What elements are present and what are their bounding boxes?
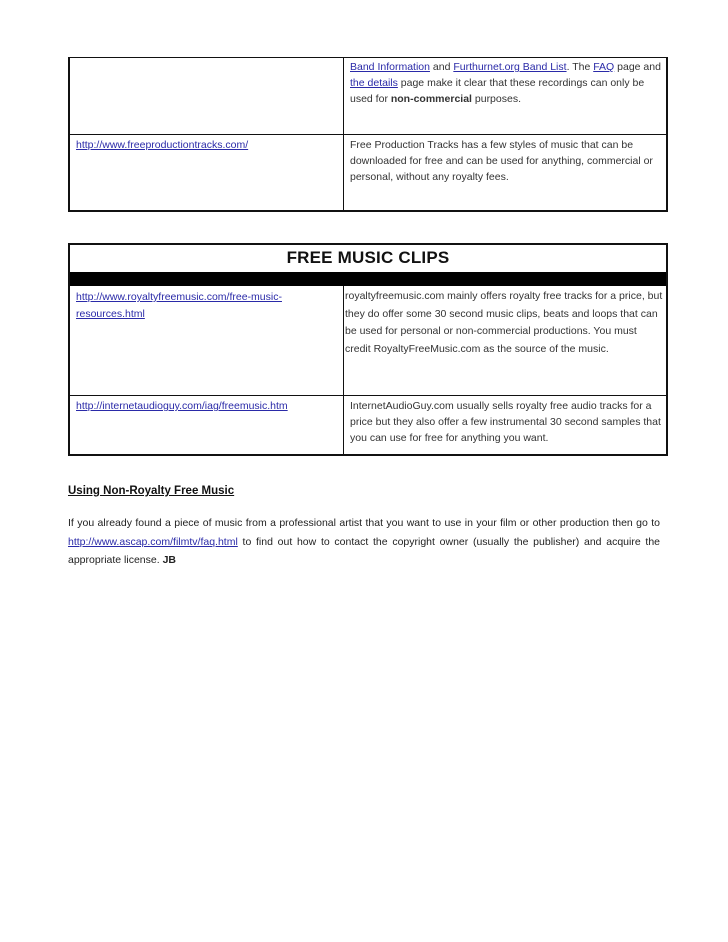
furthurnet-band-list-link[interactable]: Furthurnet.org Band List: [453, 61, 567, 73]
column-divider: [343, 286, 344, 454]
paragraph-text: to find out how to contact the copyright owner (usually the publisher) and acquire the appropriate license.: [68, 535, 660, 566]
desc-text: . The: [566, 61, 594, 73]
freeproductiontracks-description: Free Production Tracks has a few styles of music that can be downloaded for free and can be used for anything, commercial or personal, without any royalty fees.: [350, 139, 653, 183]
royaltyfreemusic-description: royaltyfreemusic.com mainly offers royalty free tracks for a price, but they do offer some 30 second music clips, beats and loops that can be used for personal or non-commercial productions. You must credit RoyaltyFreeMusic.com as the source of the music.: [345, 290, 663, 355]
table-row-furthurnet-description: [350, 59, 662, 107]
section-heading: Using Non-Royalty Free Music: [68, 485, 235, 497]
faq-link[interactable]: FAQ: [593, 61, 615, 73]
band-information-link[interactable]: Band Information: [350, 61, 430, 73]
author-initials: JB: [162, 554, 176, 566]
desc-text: page and: [614, 61, 661, 73]
table-title: FREE MUSIC CLIPS: [286, 248, 450, 267]
section-paragraph: [68, 514, 660, 570]
the-details-link[interactable]: the details: [350, 77, 398, 89]
freeproductiontracks-link[interactable]: http://www.freeproductiontracks.com/: [76, 139, 249, 151]
resources-table-top: [68, 57, 668, 212]
ascap-faq-link[interactable]: http://www.ascap.com/filmtv/faq.html: [68, 535, 238, 548]
desc-text: and: [429, 61, 454, 73]
free-music-clips-table: [68, 243, 668, 456]
desc-text: page make it clear that these recordings can only be used for: [350, 77, 645, 105]
paragraph-text: If you already found a piece of music from a professional artist that you want to use in your film or other production then go to: [68, 517, 660, 529]
header-bar: [70, 272, 666, 286]
row-divider: [70, 134, 666, 135]
non-commercial-emphasis: non-commercial: [390, 93, 472, 105]
royaltyfreemusic-link[interactable]: http://www.royaltyfreemusic.com/free-music-resources.html: [76, 291, 282, 320]
internetaudioguy-description: InternetAudioGuy.com usually sells royalty free audio tracks for a price but they also offer a few instrumental 30 second samples that you can use for free for anything you want.: [350, 400, 661, 444]
row-divider: [70, 395, 666, 396]
internetaudioguy-link[interactable]: http://internetaudioguy.com/iag/freemusic.htm: [76, 400, 288, 412]
desc-text: purposes.: [471, 93, 521, 105]
